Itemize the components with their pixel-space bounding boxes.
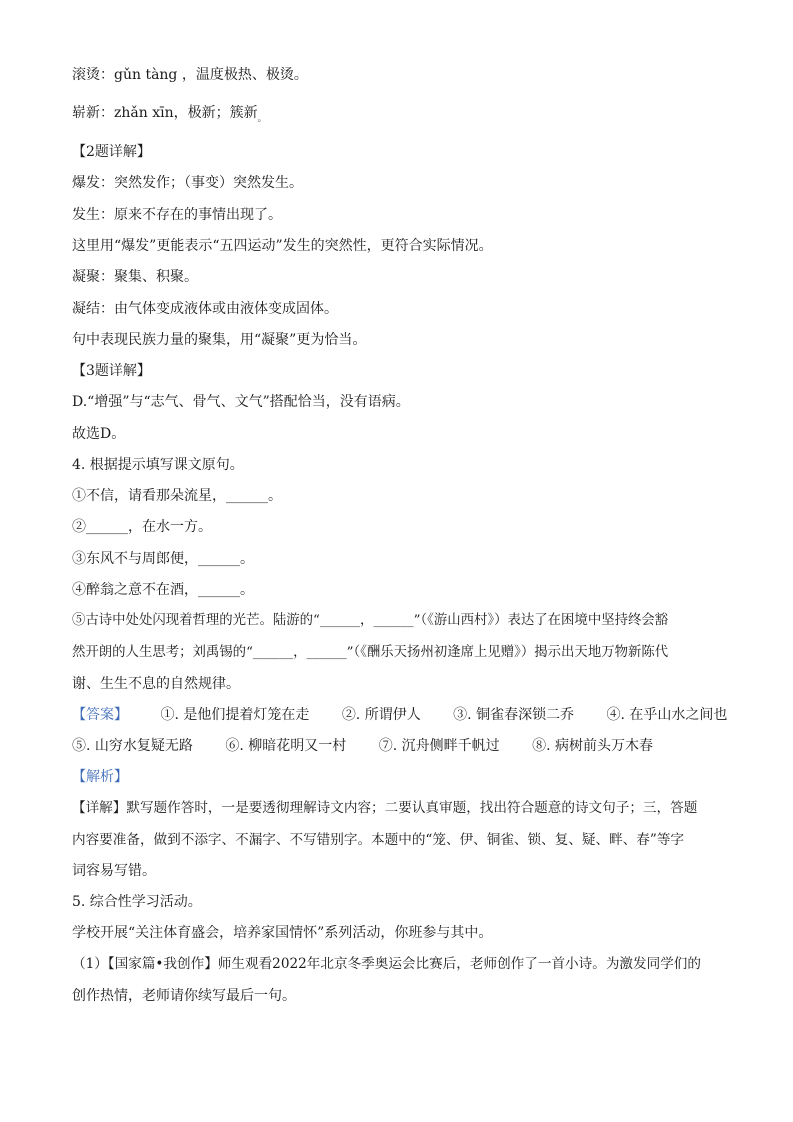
- text-line: 凝聚：聚集、积聚。: [72, 269, 198, 285]
- section-heading: 【3题详解】: [72, 363, 151, 379]
- answer-row: [72, 736, 653, 756]
- question-title: 5. 综合性学习活动。: [72, 894, 202, 910]
- text-span: 崭新：zhǎn xīn，极新；簇新: [72, 105, 258, 121]
- answer-item: ⑥. 柳暗花明又一村: [225, 738, 347, 754]
- text-line: D.“增强”与“志气、骨气、文气”搭配恰当，没有语病。: [72, 394, 410, 410]
- answer-item: ⑦. 沉舟侧畔千帆过: [378, 738, 500, 754]
- text-line: 故选D。: [72, 426, 126, 442]
- text-line: 然开朗的人生思考；刘禹锡的“______，______”（《酬乐天扬州初逢席上见赠》）揭示出天地万物新陈代: [72, 645, 669, 660]
- text-line: [72, 103, 267, 129]
- text-line: 发生：原来不存在的事情出现了。: [72, 207, 282, 223]
- text-line: ②______，在水一方。: [72, 519, 212, 535]
- analysis-label: 【解析】: [72, 769, 128, 785]
- answer-item: ⑤. 山穷水复疑无路: [72, 738, 193, 754]
- text-line: 【详解】默写题作答时，一是要透彻理解诗文内容；二要认真审题，找出符合题意的诗文句子；三，答题: [72, 800, 698, 816]
- text-line: 这里用“爆发”更能表示“五四运动”发生的突然性，更符合实际情况。: [72, 238, 493, 254]
- text-line: 滚烫：gǔn tàng ，温度极热、极烫。: [72, 67, 308, 83]
- question-title: 4. 根据提示填写课文原句。: [72, 457, 244, 473]
- answer-item: ①. 是他们提着灯笼在走: [160, 707, 310, 723]
- text-line: 创作热情，老师请你续写最后一句。: [72, 988, 296, 1004]
- text-span: 。: [257, 114, 267, 124]
- text-line: ①不信，请看那朵流星，______。: [72, 488, 282, 504]
- text-line: 凝结：由气体变成液体或由液体变成固体。: [72, 301, 338, 317]
- text-line: ③东风不与周郎便，______。: [72, 551, 254, 567]
- answer-item: ②. 所谓伊人: [341, 707, 421, 723]
- text-line: 内容要准备，做到不添字、不漏字、不写错别字。本题中的“笼、伊、铜雀、锁、复、疑、畔、春”等字: [72, 832, 685, 848]
- text-line: ⑤古诗中处处闪现着哲理的光芒。陆游的“______，______”（《游山西村》）表达了在困境中坚持终会豁: [72, 613, 669, 628]
- answer-item: ⑧. 病树前头万木春: [532, 738, 653, 754]
- text-line: 学校开展“关注体育盛会，培养家国情怀”系列活动，你班参与其中。: [72, 925, 493, 941]
- text-line: ④醉翁之意不在酒，______。: [72, 582, 254, 598]
- section-heading: 【2题详解】: [72, 144, 151, 160]
- text-line: 句中表现民族力量的聚集，用“凝聚”更为恰当。: [72, 332, 367, 348]
- text-line: 谢、生生不息的自然规律。: [72, 676, 240, 692]
- text-line: 词容易写错。: [72, 863, 156, 879]
- text-line: （1）【国家篇•我创作】师生观看2022年北京冬季奥运会比赛后，老师创作了一首小诗。为激发同学们的: [72, 956, 701, 972]
- answer-item: ④. 在乎山水之间也: [606, 707, 728, 723]
- text-line: 爆发：突然发作；（事变）突然发生。: [72, 175, 303, 191]
- answer-row: [72, 705, 727, 725]
- answer-label: 【答案】: [72, 707, 128, 723]
- answer-item: ③. 铜雀春深锁二乔: [453, 707, 575, 723]
